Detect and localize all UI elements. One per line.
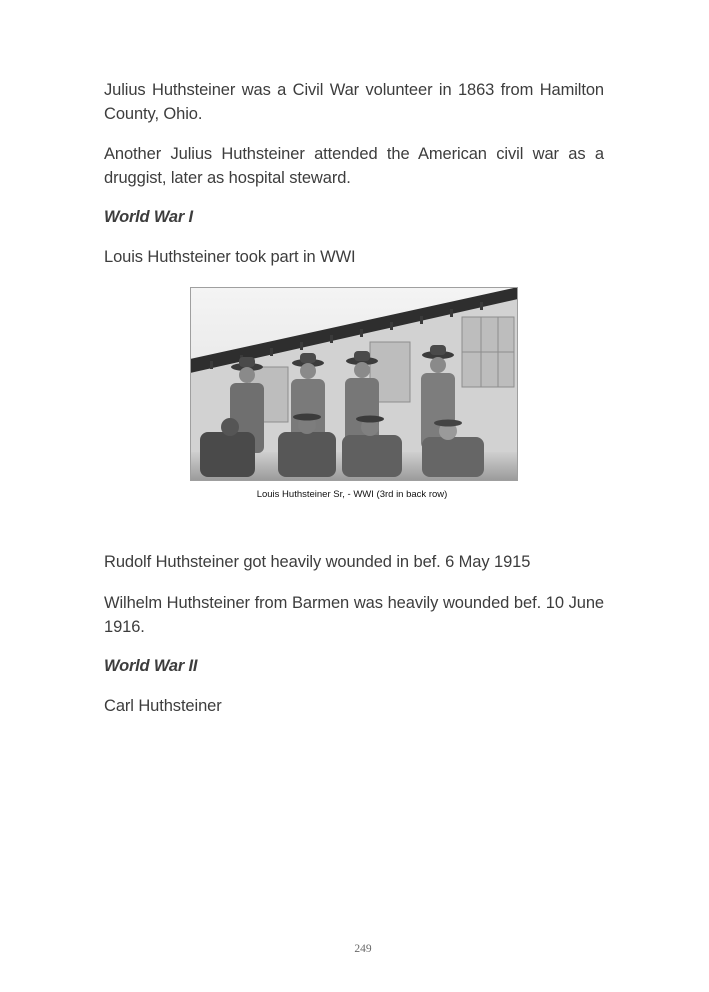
heading-world-war-2: World War II (104, 657, 198, 675)
paragraph-civil-war-druggist: Another Julius Huthsteiner attended the American civil war as a druggist, later as hospital steward. (104, 145, 604, 187)
wwi-soldiers-photo (190, 287, 518, 481)
paragraph-wilhelm-wounded: Wilhelm Huthsteiner from Barmen was heavily wounded bef. 10 June 1916. (104, 594, 604, 636)
paragraph-louis-wwi: Louis Huthsteiner took part in WWI (104, 248, 356, 266)
photo-caption: Louis Huthsteiner Sr, - WWI (3rd in back row) (256, 489, 448, 500)
heading-world-war-1: World War I (104, 208, 193, 226)
paragraph-civil-war-volunteer: Julius Huthsteiner was a Civil War volunteer in 1863 from Hamilton County, Ohio. (104, 81, 604, 123)
page-number: 249 (354, 943, 372, 955)
paragraph-carl: Carl Huthsteiner (104, 697, 222, 715)
paragraph-rudolf-wounded: Rudolf Huthsteiner got heavily wounded in bef. 6 May 1915 (104, 553, 531, 571)
